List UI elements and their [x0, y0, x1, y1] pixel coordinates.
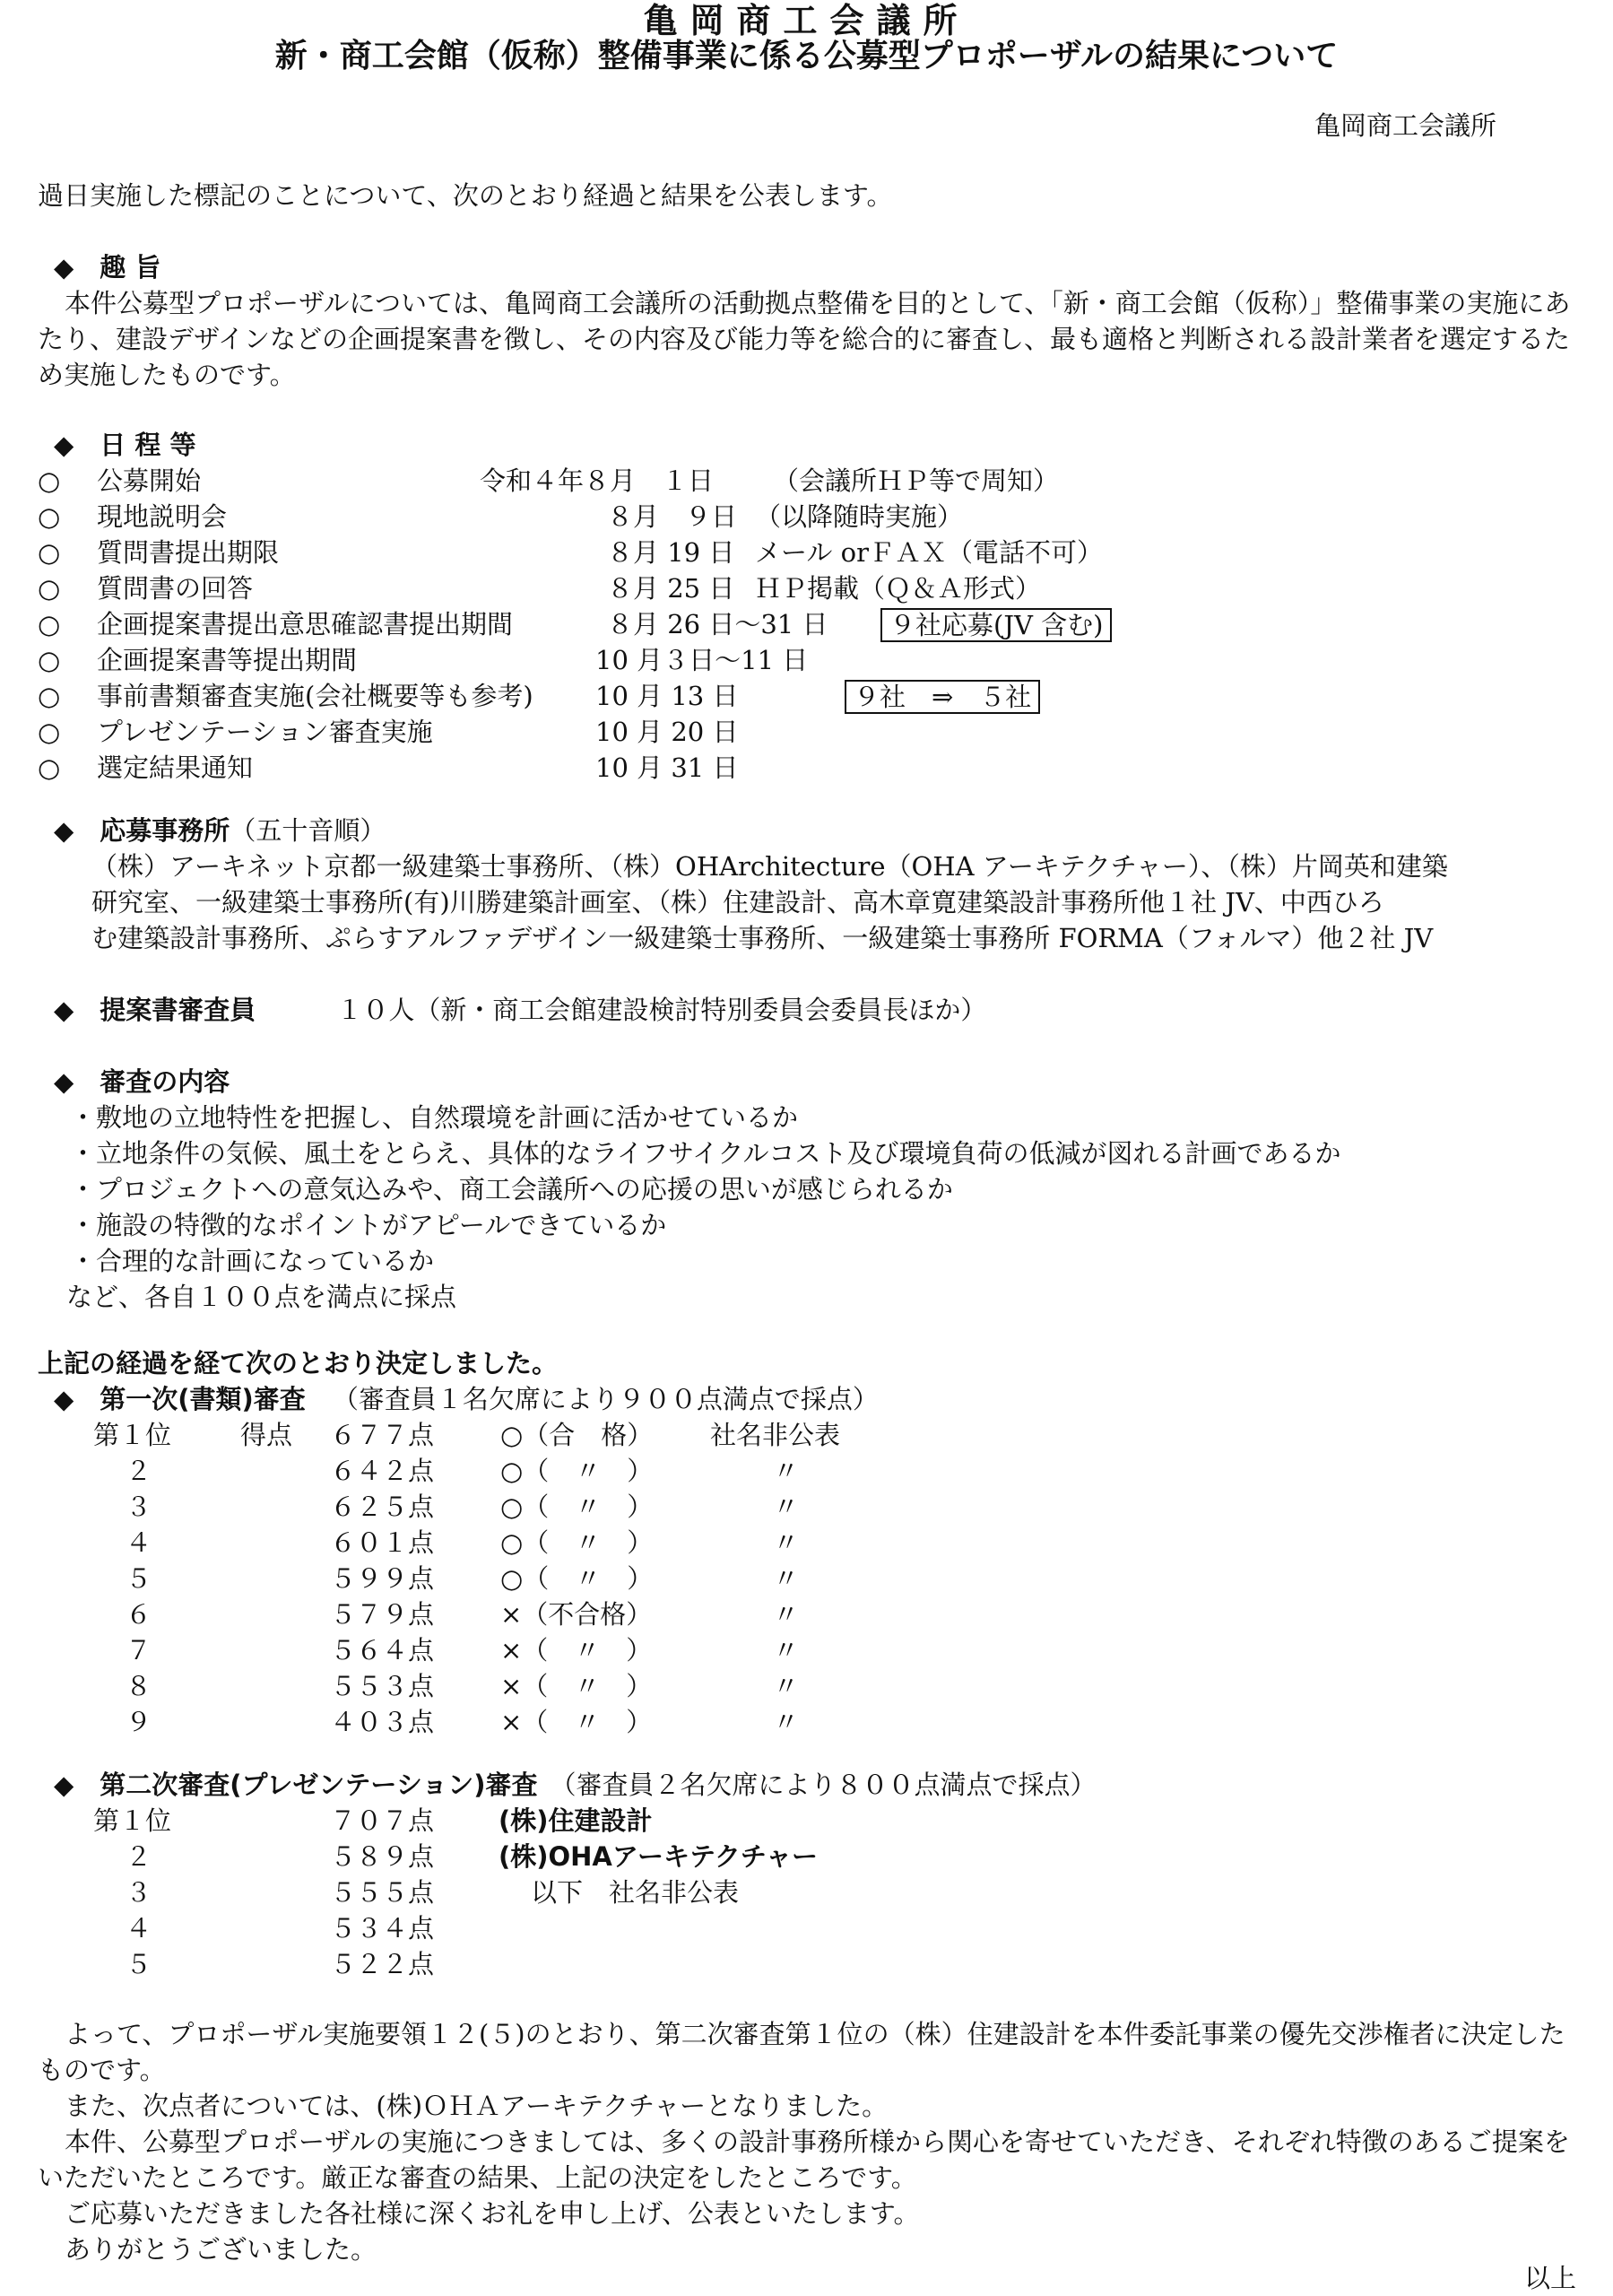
table-row: [0, 1946, 1613, 1982]
applicants-line: （株）アーキネット京都一級建築士事務所、（株）OHArchitecture（OHA アーキテクチャー）、（株）片岡英和建築: [91, 851, 1448, 882]
table-row: [0, 1525, 1613, 1561]
score-cell: ６４２点: [330, 1456, 435, 1486]
table-row: [0, 1632, 1613, 1668]
schedule-mark: ○: [38, 752, 61, 783]
rank-cell: ４: [126, 1913, 152, 1944]
table-row: [0, 1453, 1613, 1489]
schedule-mark: ○: [38, 681, 61, 711]
schedule-label: プレゼンテーション審査実施: [97, 717, 433, 747]
score-cell: ４０３点: [330, 1707, 435, 1737]
schedule-date: 令和４年８月 １日: [480, 465, 715, 496]
rank-cell: ９: [126, 1707, 152, 1737]
schedule-item: [38, 463, 1562, 499]
company-cell: 〃: [773, 1492, 800, 1522]
schedule-mark: ○: [38, 573, 61, 604]
score-cell: ５５３点: [330, 1671, 435, 1701]
score-cell: ５９９点: [330, 1563, 435, 1594]
round2-heading-line: [54, 1767, 1097, 1803]
table-row: [0, 1668, 1613, 1704]
purpose-paragraph: 本件公募型プロポーザルについては、亀岡商工会議所の活動拠点整備を目的として、「新・商工会館（仮称）」整備事業の実施にあたり、建設デザインなどの企画提案書を徴し、その内容及び能力等を総合的に審査し、最も適格と判断される設計業者を選定するため実施したものです。: [38, 288, 1571, 390]
schedule-label: 現地説明会: [97, 501, 228, 532]
schedule-date: 10 月 13 日: [595, 681, 739, 711]
result-cell: ○（ 〃 ）: [500, 1527, 654, 1558]
score-cell: ５２２点: [330, 1949, 435, 1979]
purpose-body: [38, 285, 1580, 393]
criteria-item: ・合理的な計画になっているか: [70, 1246, 435, 1276]
result-cell: ○（合 格）: [500, 1420, 654, 1450]
conclusion-paragraph: また、次点者については、(株)ＯＨＡアーキテクチャーとなりました。: [65, 2091, 889, 2121]
round1-heading: ◆ 第一次(書類)審査: [54, 1384, 306, 1414]
schedule-label: 企画提案書等提出期間: [97, 645, 358, 675]
criteria-item: ・プロジェクトへの意気込みや、商工会議所への応援の思いが感じられるか: [70, 1174, 953, 1205]
company-cell: 〃: [773, 1635, 800, 1665]
score-cell: ６２５点: [330, 1492, 435, 1522]
round2-note: （審査員２名欠席により８００点満点で採点）: [550, 1770, 1097, 1800]
table-row: [0, 1910, 1613, 1946]
end-mark: 以上: [1524, 2263, 1577, 2293]
schedule-item: [38, 499, 1562, 535]
company-cell: 〃: [773, 1599, 800, 1630]
score-cell: ６７７点: [330, 1420, 435, 1450]
schedule-mark: ○: [38, 537, 61, 568]
conclusion-paragraph: ありがとうございました。: [65, 2234, 377, 2265]
schedule-label: 選定結果通知: [97, 752, 254, 783]
company-cell: 〃: [773, 1671, 800, 1701]
score-cell: ５６４点: [330, 1635, 435, 1665]
rank-cell: ２: [126, 1456, 152, 1486]
schedule-note: （会議所ＨＰ等で周知）: [773, 465, 1060, 496]
result-cell: ○（ 〃 ）: [500, 1456, 654, 1486]
result-cell: ○（ 〃 ）: [500, 1563, 654, 1594]
schedule-date: ８月 ９日: [607, 501, 738, 532]
rank-cell: ８: [126, 1671, 152, 1701]
schedule-note: メール orＦＡＸ（電話不可）: [755, 537, 1103, 568]
reviewers-line: [54, 992, 986, 1028]
schedule-label: 企画提案書提出意思確認書提出期間: [97, 609, 514, 639]
applicants-heading-note: （五十音順）: [230, 815, 386, 846]
rank-cell: ３: [126, 1492, 152, 1522]
rank-cell: 第１位: [93, 1420, 172, 1450]
schedule-note: （以降随時実施）: [755, 501, 964, 532]
rank-cell: ７: [126, 1635, 152, 1665]
schedule-note: ９社応募(JV 含む): [880, 608, 1112, 642]
rank-cell: ３: [126, 1877, 152, 1908]
table-row: [0, 1596, 1613, 1632]
company-cell: 〃: [773, 1456, 800, 1486]
schedule-label: 質問書の回答: [97, 573, 254, 604]
conclusion-paragraph: よって、プロポーザル実施要領１２(５)のとおり、第二次審査第１位の（株）住建設計を本件委託事業の優先交渉権者に決定したものです。: [38, 2019, 1565, 2085]
criteria-footer: など、各自１００点を満点に採点: [66, 1282, 457, 1312]
conclusion-paragraph: 本件、公募型プロポーザルの実施につきましては、多くの設計事務所様から関心を寄せていただき、それぞれ特徴のあるご提案をいただいたところです。厳正な審査の結果、上記の決定をしたところです。: [38, 2126, 1570, 2193]
company-cell: 〃: [773, 1527, 800, 1558]
schedule-label: 公募開始: [97, 465, 202, 496]
schedule-item: [38, 750, 1562, 786]
reviewers-value: １０人（新・商工会館建設検討特別委員会委員長ほか）: [336, 995, 987, 1025]
table-row: [0, 1803, 1613, 1839]
company-cell: 以下 社名非公表: [531, 1877, 740, 1908]
schedule-item: [38, 606, 1562, 642]
score-cell: ７０７点: [330, 1805, 435, 1836]
result-cell: ×（不合格）: [500, 1599, 653, 1630]
intro-text: 過日実施した標記のことについて、次のとおり経過と結果を公表します。: [38, 180, 893, 211]
schedule-item: [38, 714, 1562, 750]
result-cell: ×（ 〃 ）: [500, 1635, 653, 1665]
round1-heading-line: [54, 1381, 879, 1417]
round1-note: （審査員１名欠席により９００点満点で採点）: [332, 1384, 879, 1414]
schedule-date: ８月 25 日: [607, 573, 735, 604]
rank-cell: ６: [126, 1599, 152, 1630]
company-cell: (株)住建設計: [499, 1805, 653, 1836]
schedule-item: [38, 570, 1562, 606]
result-cell: ×（ 〃 ）: [500, 1671, 653, 1701]
document-title: 新・商工会館（仮称）整備事業に係る公募型プロポーザルの結果について: [274, 38, 1339, 74]
applicants-heading-line: [54, 813, 386, 848]
conclusion-block: [38, 2016, 1580, 2267]
issuer-name: 亀岡商工会議所: [1314, 110, 1497, 141]
table-row: [0, 1704, 1613, 1740]
schedule-label: 事前書類審査実施(会社概要等も参考): [97, 681, 533, 711]
score-cell: ５５５点: [330, 1877, 435, 1908]
criteria-item: ・施設の特徴的なポイントがアピールできているか: [70, 1210, 667, 1240]
company-cell: 〃: [773, 1563, 800, 1594]
result-cell: ○（ 〃 ）: [500, 1492, 654, 1522]
criteria-item: ・立地条件の気候、風土をとらえ、具体的なライフサイクルコスト及び環境負荷の低減が図れる計画であるか: [70, 1138, 1341, 1169]
schedule-date: ８月 26 日～31 日: [607, 609, 828, 639]
schedule-item: [38, 642, 1562, 678]
score-cell: ５３４点: [330, 1913, 435, 1944]
score-cell: ５８９点: [330, 1841, 435, 1872]
score-cell: ５７９点: [330, 1599, 435, 1630]
company-cell: 〃: [773, 1707, 800, 1737]
criteria-item: ・敷地の立地特性を把握し、自然環境を計画に活かせているか: [70, 1102, 799, 1133]
company-cell: (株)OHAアーキテクチャー: [499, 1841, 818, 1872]
score-cell: ６０１点: [330, 1527, 435, 1558]
reviewers-heading: ◆ 提案書審査員: [54, 995, 256, 1025]
rank-cell: ４: [126, 1527, 152, 1558]
schedule-item: [38, 535, 1562, 570]
round2-heading: ◆ 第二次審査(プレゼンテーション)審査: [54, 1770, 538, 1800]
rank-cell: ５: [126, 1949, 152, 1979]
applicants-line: 研究室、一級建築士事務所(有)川勝建築計画室、（株）住建設計、高木章寛建築設計事務所他１社 JV、中西ひろ: [91, 887, 1384, 918]
table-row: [0, 1874, 1613, 1910]
schedule-date: 10 月 31 日: [595, 752, 739, 783]
schedule-note: ＨＰ掲載（Ｑ＆Ａ形式）: [755, 573, 1042, 604]
rank-cell: 第１位: [93, 1805, 172, 1836]
schedule-mark: ○: [38, 645, 61, 675]
table-row: [0, 1561, 1613, 1596]
table-row: [0, 1417, 1613, 1453]
table-row: [0, 1489, 1613, 1525]
schedule-date: 10 月 20 日: [595, 717, 739, 747]
decision-lead: 上記の経過を経て次のとおり決定しました。: [38, 1348, 559, 1378]
schedule-note: ９社 ⇒ ５社: [845, 680, 1040, 714]
schedule-item: [38, 678, 1562, 714]
schedule-mark: ○: [38, 609, 61, 639]
schedule-mark: ○: [38, 501, 61, 532]
applicants-line: む建築設計事務所、ぷらすアルファデザイン一級建築士事務所、一級建築士事務所 FORMA（フォルマ）他２社 JV: [91, 923, 1434, 953]
conclusion-paragraph: ご応募いただきました各社様に深くお礼を申し上げ、公表といたします。: [65, 2198, 920, 2229]
table-row: [0, 1839, 1613, 1874]
org-title: 亀岡商工会議所: [643, 1, 970, 40]
schedule-heading: ◆ 日 程 等: [54, 430, 196, 460]
applicants-heading: ◆ 応募事務所: [54, 815, 230, 846]
schedule-mark: ○: [38, 717, 61, 747]
result-cell: ×（ 〃 ）: [500, 1707, 653, 1737]
company-cell: 社名非公表: [710, 1420, 841, 1450]
score-prefix: 得点: [240, 1420, 293, 1450]
schedule-mark: ○: [38, 465, 61, 496]
schedule-label: 質問書提出期限: [97, 537, 280, 568]
rank-cell: ２: [126, 1841, 152, 1872]
schedule-date: ８月 19 日: [607, 537, 735, 568]
criteria-heading: ◆ 審査の内容: [54, 1066, 230, 1097]
schedule-date: 10 月３日～11 日: [595, 645, 809, 675]
rank-cell: ５: [126, 1563, 152, 1594]
purpose-heading: ◆ 趣 旨: [54, 252, 161, 283]
